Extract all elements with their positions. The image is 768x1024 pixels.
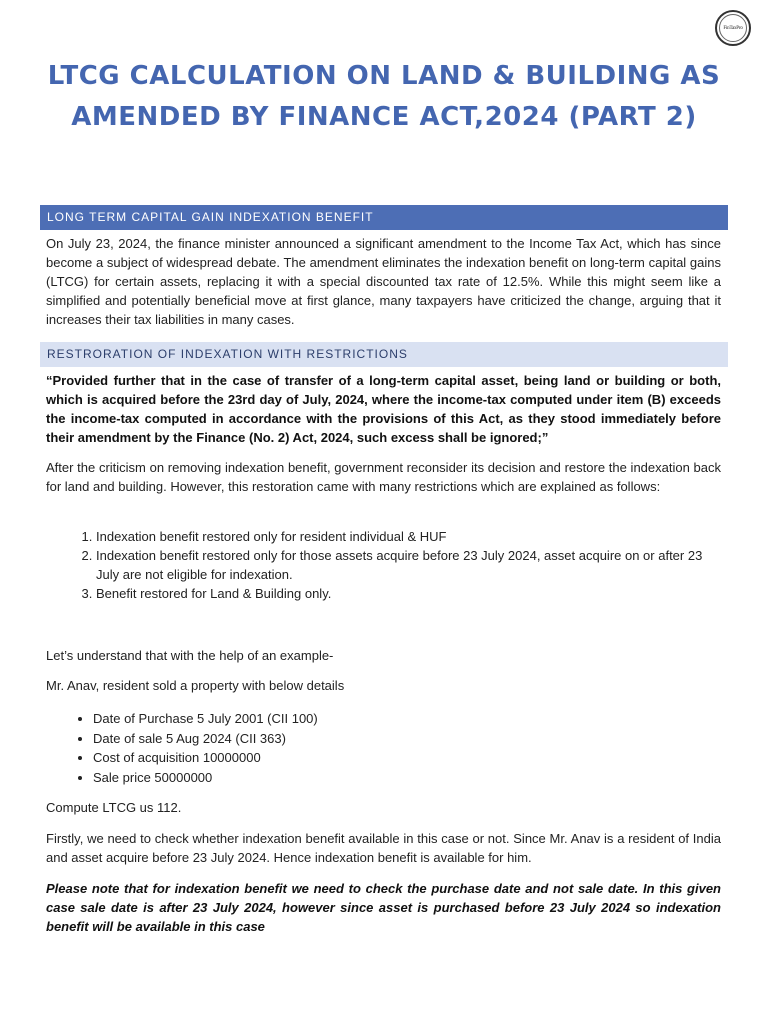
- list-item: 3. Benefit restored for Land & Building only.: [96, 584, 721, 603]
- compute-instruction: Compute LTCG us 112.: [46, 800, 182, 815]
- list-item: 2. Indexation benefit restored only for those assets acquire before 23 July 2024, asset acquire on or after 23 July are not eligible for indexation.: [96, 546, 721, 584]
- list-item: • Sale price 50000000: [93, 768, 721, 788]
- restrictions-list: [46, 527, 721, 603]
- list-item: • Cost of acquisition 10000000: [93, 748, 721, 768]
- property-details-list: [46, 709, 721, 787]
- note-paragraph: Please note that for indexation benefit we need to check the purchase date and not sale date. In this given case sale date is after 23 July 2024, however since asset is purchased before 23 July 2024 so indexation benefit will be available in this case: [46, 881, 721, 934]
- section-heading-indexation-benefit: LONG TERM CAPITAL GAIN INDEXATION BENEFIT: [40, 205, 728, 230]
- logo: [715, 10, 751, 46]
- intro-paragraph: On July 23, 2024, the finance minister announced a significant amendment to the Income Tax Act, which has since become a subject of widespread debate. The amendment eliminates the indexation benefit on long-term capital gains (LTCG) for certain assets, replacing it with a special discounted tax rate of 12.5%. While this might seem like a simplified and potentially beneficial move at first glance, many taxpayers have criticized the change, arguing that it increases their tax liabilities in many cases.: [46, 236, 721, 327]
- example-intro: Let’s understand that with the help of an example-: [46, 648, 334, 663]
- restoration-paragraph: After the criticism on removing indexation benefit, government reconsider its decision and restore the indexation back for land and building. However, this restoration came with many restrictions which are explained as follows:: [46, 460, 721, 494]
- list-item: • Date of Purchase 5 July 2001 (CII 100): [93, 709, 721, 729]
- list-item: 1. Indexation benefit restored only for resident individual & HUF: [96, 527, 721, 546]
- logo-text: FinTaxPro: [719, 14, 747, 42]
- page-title: LTCG CALCULATION ON LAND & BUILDING AS AMENDED BY FINANCE ACT,2024 (PART 2): [47, 61, 721, 132]
- provision-quote: “Provided further that in the case of transfer of a long-term capital asset, being land or building or both, which is acquired before the 23rd day of July, 2024, where the income-tax computed under item (B) exceeds the income-tax computed in accordance with the provisions of this Act, as they stood immediately before their amendment by the Finance (No. 2) Act, 2024, such excess shall be ignored;”: [46, 373, 721, 445]
- section-heading-restoration: RESTRORATION OF INDEXATION WITH RESTRICTIONS: [40, 342, 728, 367]
- list-item: • Date of sale 5 Aug 2024 (CII 363): [93, 729, 721, 749]
- example-lead: Mr. Anav, resident sold a property with below details: [46, 678, 345, 693]
- analysis-paragraph: Firstly, we need to check whether indexation benefit available in this case or not. Since Mr. Anav is a resident of India and asset acquire before 23 July 2024. Hence indexation benefit is available for him.: [46, 831, 721, 865]
